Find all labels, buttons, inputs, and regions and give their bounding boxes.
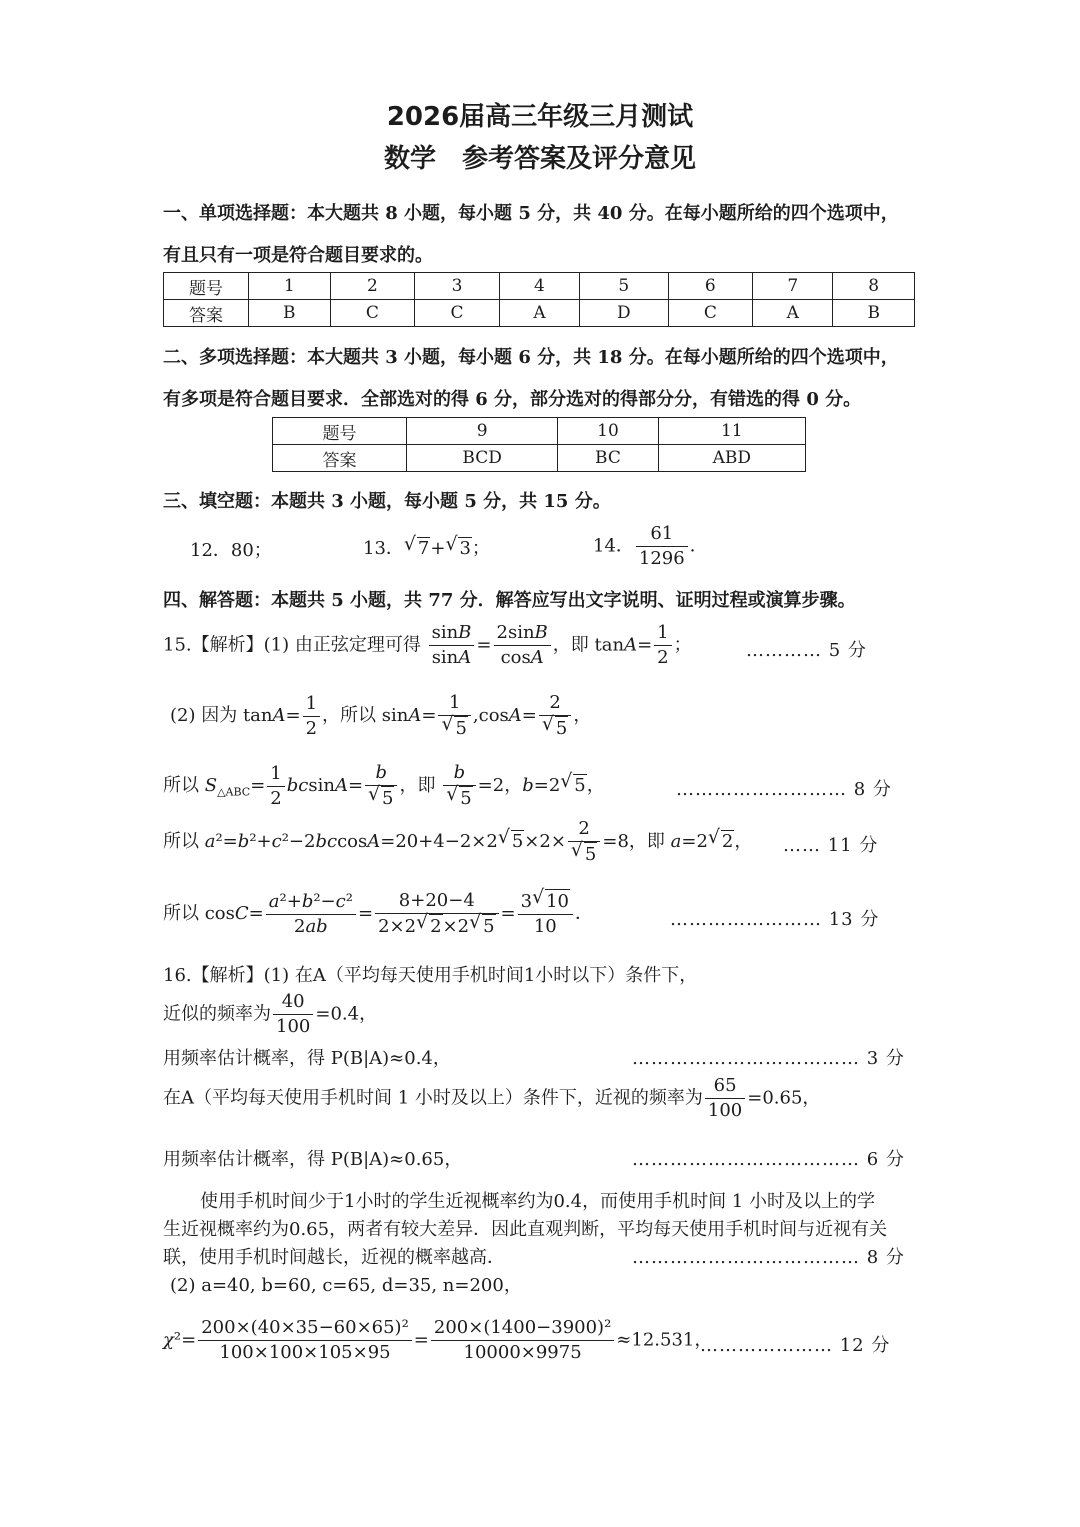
answer-14-numerator: 61 xyxy=(636,522,688,547)
table-cell: 7 xyxy=(753,273,833,300)
section2-heading-line1: 二、多项选择题：本大题共 3 小题，每小题 6 分，共 18 分。在每小题所给的四个选项中， xyxy=(163,347,899,368)
table-cell-label: 答案 xyxy=(164,300,249,327)
q15-score4: …………………… 13 分 xyxy=(670,909,880,930)
table-cell: 1 xyxy=(249,273,331,300)
q16-para-line2: 生近视概率约为0.65，两者有较大差异．因此直观判断，平均每天使用手机时间与近视有关 xyxy=(163,1219,888,1240)
section1-heading-line1: 一、单项选择题：本大题共 8 小题，每小题 5 分，共 40 分。在每小题所给的四个选项中， xyxy=(163,203,899,224)
q16-line5: 用频率估计概率，得 P(B|A)≈0.65， xyxy=(163,1149,463,1170)
q16-para-line1: 使用手机时间少于1小时的学生近视概率约为0.4，而使用手机时间 1 小时及以上的学 xyxy=(200,1191,875,1212)
table-row xyxy=(273,445,806,472)
q15-score1: ………… 5 分 xyxy=(746,640,867,661)
table-cell: 2 xyxy=(330,273,415,300)
table-cell: 4 xyxy=(499,273,579,300)
q15-line4: 所以 a²=b²+c²−2bccosA=20+4−2×2√ 5×2× 2 √ 5 =8，即 a=2√ 2， xyxy=(163,817,752,867)
table-cell: ABD xyxy=(658,445,805,472)
q16-score4: ………………… 12 分 xyxy=(700,1335,891,1356)
q15-line2: (2) 因为 tanA= $\frac{1}{2}$ ，所以 sinA= 1 √ 5 ,cosA= 2 √ 5 ， xyxy=(170,691,591,741)
table-cell: 10 xyxy=(558,418,658,445)
q16-part2: (2) a=40, b=60, c=65, d=35, n=200， xyxy=(170,1275,522,1296)
table-cell: C xyxy=(415,300,500,327)
page-title: 2026届高三年级三月测试 xyxy=(386,102,694,132)
table-cell: 6 xyxy=(668,273,753,300)
table-cell-label: 题号 xyxy=(164,273,249,300)
q16-score3: ……………………………… 8 分 xyxy=(632,1247,905,1268)
table-cell: BCD xyxy=(407,445,558,472)
answer-14-label: 14． xyxy=(593,535,634,557)
table-cell: 11 xyxy=(658,418,805,445)
single-choice-answer-table xyxy=(163,272,915,327)
q15-line5: 所以 cosC= $\frac{\text{a²+b²−c²}}{2ab}$ = $\frac{8+20-4}{2\times 2√ 2\times 2√ 5}$ = $\frac{3√ 10}{10}$ ． xyxy=(163,889,593,939)
q15-line1: 15.【解析】(1) 由正弦定理可得 $\frac{\sin B}{\sin A}$ = $\frac{2\sin B}{\cos A}$ ，即 tanA= $\frac{1}{2}$ ； xyxy=(163,622,692,668)
table-cell: A xyxy=(499,300,579,327)
q15-line3: 所以 $S_{\triangle ABC}=$ $\frac{1}{2}$ bcsinA= b √ 5 ，即 b √ 5 =2，b=2√ 5， xyxy=(163,761,605,811)
table-cell: C xyxy=(330,300,415,327)
page-subtitle: 数学 参考答案及评分意见 xyxy=(383,144,696,174)
q16-line1: 16.【解析】(1) 在A（平均每天使用手机时间1小时以下）条件下， xyxy=(163,965,698,986)
q16-chi-square: χ²= $\frac{\text{200×(40×35−60×65)²}}{100\times 100\times 105\times 95}$ = $\frac{\text{200×(1400−3900)²}}{10000\times 9975}$ ≈12.531， xyxy=(163,1317,713,1363)
table-cell: C xyxy=(668,300,753,327)
section1-heading-line2: 有且只有一项是符合题目要求的。 xyxy=(163,245,433,266)
q15-score3: …… 11 分 xyxy=(783,835,879,856)
table-cell: BC xyxy=(558,445,658,472)
table-row xyxy=(164,300,915,327)
q16-para-line3: 联，使用手机时间越长，近视的概率越高． xyxy=(163,1247,505,1268)
table-cell: B xyxy=(249,300,331,327)
section4-heading: 四、解答题：本题共 5 小题，共 77 分．解答应写出文字说明、证明过程或演算步骤。 xyxy=(163,590,856,611)
answer-12: 12．80； xyxy=(190,540,272,561)
table-cell: B xyxy=(833,300,915,327)
table-cell-label: 答案 xyxy=(273,445,407,472)
table-cell-label: 题号 xyxy=(273,418,407,445)
q16-score1: ……………………………… 3 分 xyxy=(632,1048,905,1069)
table-cell: 3 xyxy=(415,273,500,300)
table-cell: 5 xyxy=(580,273,668,300)
q15-part2-label: (2) 因为 xyxy=(170,705,238,726)
table-row xyxy=(164,273,915,300)
section3-heading: 三、填空题：本题共 3 小题，每小题 5 分，共 15 分。 xyxy=(163,491,611,512)
table-row xyxy=(273,418,806,445)
section2-heading-line2: 有多项是符合题目要求．全部选对的得 6 分，部分选对的得部分分，有错选的得 0 分。 xyxy=(163,389,862,410)
q15-score2: ……………………… 8 分 xyxy=(676,779,892,800)
q16-line4-prefix: 在A（平均每天使用手机时间 1 小时及以上）条件下，近视的频率为 xyxy=(163,1087,703,1109)
answer-14: 14． $\frac{61}{1296}$ ． xyxy=(593,523,708,569)
answer-13-label: 13． xyxy=(363,538,404,559)
answer-13: 13．√ 7+√ 3； xyxy=(363,534,490,560)
table-cell: 8 xyxy=(833,273,915,300)
table-cell: D xyxy=(580,300,668,327)
q16-line2-prefix: 近似的频率为 xyxy=(163,1003,271,1025)
table-cell: 9 xyxy=(407,418,558,445)
q16-line2: 近似的频率为 $\frac{40}{100}$ =0.4， xyxy=(163,991,378,1037)
answer-14-denominator: 1296 xyxy=(638,548,685,569)
q15-label: 15.【解析】(1) 由正弦定理可得 xyxy=(163,634,421,656)
q16-score2: ……………………………… 6 分 xyxy=(632,1149,905,1170)
table-cell: A xyxy=(753,300,833,327)
q16-line4: 在A（平均每天使用手机时间 1 小时及以上）条件下，近视的频率为 $\frac{65}{100}$ =0.65， xyxy=(163,1075,821,1121)
multi-choice-answer-table xyxy=(272,417,806,472)
q16-line3: 用频率估计概率，得 P(B|A)≈0.4， xyxy=(163,1048,451,1069)
